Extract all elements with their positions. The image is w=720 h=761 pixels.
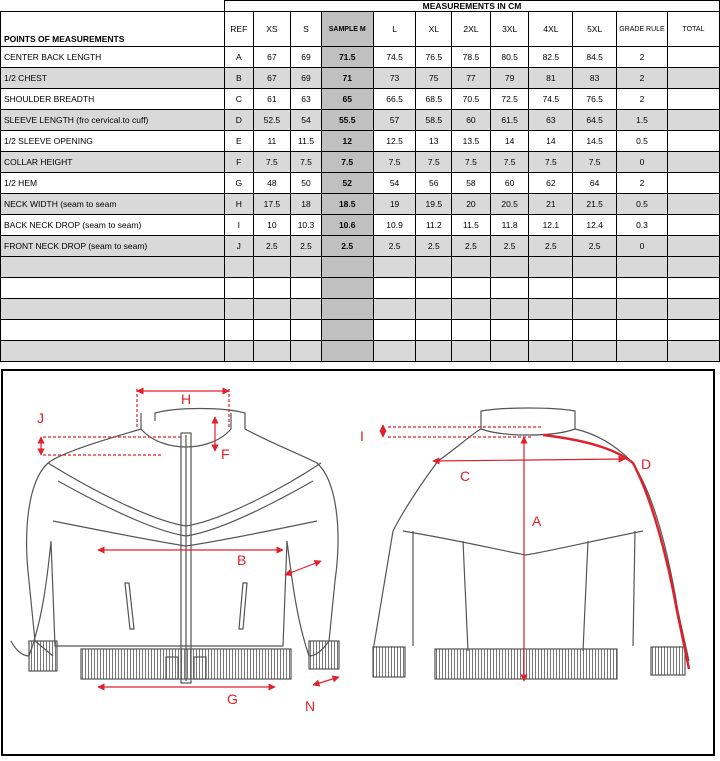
cell-ref: H [225, 194, 254, 215]
empty-row [1, 341, 720, 362]
cell-xs: 17.5 [253, 194, 291, 215]
col-ref: REF [225, 12, 254, 47]
cell-l: 12.5 [373, 131, 416, 152]
label-c: C [460, 468, 471, 484]
cell-s: 18 [291, 194, 322, 215]
empty-cell [573, 341, 617, 362]
empty-cell [1, 278, 225, 299]
col-total: TOTAL [667, 12, 719, 47]
cell-x5l: 64 [573, 173, 617, 194]
pom-cell: 1/2 SLEEVE OPENING [1, 131, 225, 152]
empty-row [1, 299, 720, 320]
cell-s: 63 [291, 89, 322, 110]
empty-cell [667, 299, 719, 320]
cell-l: 7.5 [373, 152, 416, 173]
cell-grade: 2 [617, 47, 668, 68]
empty-cell [321, 278, 373, 299]
cell-m: 12 [321, 131, 373, 152]
cell-xxxl: 7.5 [490, 152, 529, 173]
empty-cell [225, 320, 254, 341]
cell-ref: G [225, 173, 254, 194]
col-3xl: 3XL [490, 12, 529, 47]
empty-cell [416, 320, 452, 341]
empty-cell [452, 341, 491, 362]
empty-cell [667, 320, 719, 341]
cell-ref: D [225, 110, 254, 131]
cell-xl: 19.5 [416, 194, 452, 215]
cell-total [667, 68, 719, 89]
cell-xs: 11 [253, 131, 291, 152]
cell-grade: 0 [617, 236, 668, 257]
empty-cell [321, 341, 373, 362]
empty-cell [291, 341, 322, 362]
cell-xs: 52.5 [253, 110, 291, 131]
cell-l: 19 [373, 194, 416, 215]
table-row [1, 215, 720, 236]
cell-xxxl: 14 [490, 131, 529, 152]
empty-cell [1, 299, 225, 320]
label-i: I [360, 428, 364, 444]
cell-xxl: 11.5 [452, 215, 491, 236]
cell-grade: 0 [617, 152, 668, 173]
empty-cell [667, 257, 719, 278]
cell-s: 10.3 [291, 215, 322, 236]
cell-xl: 13 [416, 131, 452, 152]
cell-l: 10.9 [373, 215, 416, 236]
empty-cell [617, 278, 668, 299]
cell-total [667, 131, 719, 152]
empty-cell [452, 320, 491, 341]
table-row [1, 173, 720, 194]
label-b: B [237, 552, 247, 568]
empty-cell [225, 341, 254, 362]
cell-xxxl: 79 [490, 68, 529, 89]
cell-xs: 67 [253, 47, 291, 68]
empty-cell [291, 278, 322, 299]
cell-xl: 11.2 [416, 215, 452, 236]
empty-cell [490, 299, 529, 320]
cell-xxl: 78.5 [452, 47, 491, 68]
front-measurements [41, 389, 339, 687]
measurements-title: MEASUREMENTS IN CM [225, 1, 720, 12]
cell-s: 69 [291, 47, 322, 68]
empty-cell [373, 320, 416, 341]
cell-x4l: 82.5 [529, 47, 573, 68]
col-xs: XS [253, 12, 291, 47]
cell-l: 54 [373, 173, 416, 194]
jacket-back-view [373, 408, 689, 679]
cell-xl: 56 [416, 173, 452, 194]
jacket-technical-sketch [3, 371, 713, 754]
garment-sketch-frame [1, 369, 715, 756]
table-row [1, 236, 720, 257]
empty-cell [490, 320, 529, 341]
empty-cell [291, 320, 322, 341]
cell-xxxl: 2.5 [490, 236, 529, 257]
cell-x5l: 64.5 [573, 110, 617, 131]
empty-cell [225, 278, 254, 299]
empty-cell [253, 341, 291, 362]
cell-l: 2.5 [373, 236, 416, 257]
cell-xl: 58.5 [416, 110, 452, 131]
cell-total [667, 194, 719, 215]
empty-cell [573, 257, 617, 278]
cell-l: 57 [373, 110, 416, 131]
empty-cell [490, 257, 529, 278]
pom-cell: BACK NECK DROP (seam to seam) [1, 215, 225, 236]
cell-x4l: 63 [529, 110, 573, 131]
cell-x4l: 21 [529, 194, 573, 215]
cell-x5l: 76.5 [573, 89, 617, 110]
cell-ref: J [225, 236, 254, 257]
cell-ref: E [225, 131, 254, 152]
label-h: H [181, 391, 192, 407]
empty-cell [1, 257, 225, 278]
empty-cell [452, 278, 491, 299]
empty-cell [416, 257, 452, 278]
empty-cell [253, 257, 291, 278]
cell-s: 54 [291, 110, 322, 131]
empty-cell [617, 257, 668, 278]
column-header-row [1, 12, 720, 47]
empty-cell [573, 299, 617, 320]
pom-cell: SLEEVE LENGTH (fro cervical.to cuff) [1, 110, 225, 131]
cell-ref: I [225, 215, 254, 236]
empty-cell [373, 278, 416, 299]
cell-ref: F [225, 152, 254, 173]
cell-grade: 2 [617, 89, 668, 110]
table-row [1, 110, 720, 131]
empty-cell [373, 257, 416, 278]
cell-m: 71.5 [321, 47, 373, 68]
empty-cell [373, 299, 416, 320]
table-row [1, 68, 720, 89]
empty-cell [291, 257, 322, 278]
empty-cell [321, 257, 373, 278]
empty-cell [253, 278, 291, 299]
cell-x4l: 81 [529, 68, 573, 89]
label-f: F [221, 446, 230, 462]
cell-s: 2.5 [291, 236, 322, 257]
label-n: N [305, 698, 316, 714]
cell-x4l: 74.5 [529, 89, 573, 110]
cell-m: 55.5 [321, 110, 373, 131]
cell-xxl: 20 [452, 194, 491, 215]
col-s: S [291, 12, 322, 47]
cell-total [667, 236, 719, 257]
cell-x5l: 7.5 [573, 152, 617, 173]
cell-m: 65 [321, 89, 373, 110]
label-a: A [532, 513, 542, 529]
empty-cell [490, 341, 529, 362]
pom-cell: 1/2 HEM [1, 173, 225, 194]
cell-xs: 2.5 [253, 236, 291, 257]
empty-cell [321, 320, 373, 341]
empty-cell [225, 299, 254, 320]
cell-x5l: 84.5 [573, 47, 617, 68]
cell-x4l: 2.5 [529, 236, 573, 257]
col-l: L [373, 12, 416, 47]
cell-x5l: 2.5 [573, 236, 617, 257]
cell-total [667, 215, 719, 236]
cell-total [667, 152, 719, 173]
empty-cell [573, 278, 617, 299]
jacket-front-view [11, 409, 339, 684]
pom-cell: SHOULDER BREADTH [1, 89, 225, 110]
cell-xxxl: 72.5 [490, 89, 529, 110]
cell-s: 7.5 [291, 152, 322, 173]
table-row [1, 89, 720, 110]
empty-cell [416, 341, 452, 362]
empty-cell [321, 299, 373, 320]
cell-x4l: 12.1 [529, 215, 573, 236]
empty-cell [490, 278, 529, 299]
pom-cell: COLLAR HEIGHT [1, 152, 225, 173]
cell-x5l: 14.5 [573, 131, 617, 152]
cell-m: 71 [321, 68, 373, 89]
empty-row [1, 257, 720, 278]
cell-ref: A [225, 47, 254, 68]
table-row [1, 152, 720, 173]
cell-m: 18.5 [321, 194, 373, 215]
cell-x5l: 21.5 [573, 194, 617, 215]
cell-grade: 0.5 [617, 194, 668, 215]
pom-cell: CENTER BACK LENGTH [1, 47, 225, 68]
cell-xxl: 77 [452, 68, 491, 89]
empty-cell [617, 320, 668, 341]
empty-cell [529, 341, 573, 362]
cell-grade: 2 [617, 173, 668, 194]
empty-row [1, 320, 720, 341]
cell-total [667, 89, 719, 110]
cell-xs: 48 [253, 173, 291, 194]
empty-cell [291, 299, 322, 320]
cell-l: 73 [373, 68, 416, 89]
cell-xxl: 58 [452, 173, 491, 194]
empty-cell [667, 341, 719, 362]
cell-m: 52 [321, 173, 373, 194]
cell-xl: 7.5 [416, 152, 452, 173]
cell-xl: 68.5 [416, 89, 452, 110]
cell-xxxl: 60 [490, 173, 529, 194]
col-grade-rule: GRADE RULE [617, 12, 668, 47]
col-sample-m: SAMPLE M [321, 12, 373, 47]
cell-xxl: 13.5 [452, 131, 491, 152]
cell-xxxl: 20.5 [490, 194, 529, 215]
empty-cell [1, 341, 225, 362]
cell-xxl: 60 [452, 110, 491, 131]
table-row [1, 47, 720, 68]
cell-grade: 1.5 [617, 110, 668, 131]
cell-ref: B [225, 68, 254, 89]
cell-grade: 0.5 [617, 131, 668, 152]
table-row [1, 194, 720, 215]
cell-grade: 0.3 [617, 215, 668, 236]
cell-xl: 2.5 [416, 236, 452, 257]
empty-cell [617, 299, 668, 320]
pom-cell: 1/2 CHEST [1, 68, 225, 89]
cell-xs: 67 [253, 68, 291, 89]
cell-xs: 7.5 [253, 152, 291, 173]
empty-cell [617, 341, 668, 362]
cell-xl: 75 [416, 68, 452, 89]
cell-xxl: 70.5 [452, 89, 491, 110]
measurement-spec-table [0, 0, 720, 362]
table-row [1, 131, 720, 152]
empty-cell [667, 278, 719, 299]
cell-xxxl: 80.5 [490, 47, 529, 68]
label-g: G [227, 691, 238, 707]
cell-grade: 2 [617, 68, 668, 89]
cell-m: 10.6 [321, 215, 373, 236]
cell-xxl: 7.5 [452, 152, 491, 173]
label-j: J [37, 410, 44, 426]
cell-xs: 10 [253, 215, 291, 236]
cell-total [667, 47, 719, 68]
cell-ref: C [225, 89, 254, 110]
cell-xxxl: 61.5 [490, 110, 529, 131]
cell-xxl: 2.5 [452, 236, 491, 257]
empty-cell [529, 299, 573, 320]
cell-x4l: 62 [529, 173, 573, 194]
empty-cell [1, 320, 225, 341]
empty-cell [416, 278, 452, 299]
empty-cell [416, 299, 452, 320]
cell-x5l: 83 [573, 68, 617, 89]
empty-cell [452, 257, 491, 278]
empty-cell [253, 320, 291, 341]
empty-cell [529, 320, 573, 341]
cell-total [667, 173, 719, 194]
cell-m: 2.5 [321, 236, 373, 257]
empty-cell [373, 341, 416, 362]
cell-s: 50 [291, 173, 322, 194]
empty-cell [253, 299, 291, 320]
empty-cell [573, 320, 617, 341]
empty-cell [452, 299, 491, 320]
cell-xxxl: 11.8 [490, 215, 529, 236]
pom-cell: FRONT NECK DROP (seam to seam) [1, 236, 225, 257]
cell-m: 7.5 [321, 152, 373, 173]
col-5xl: 5XL [573, 12, 617, 47]
cell-l: 74.5 [373, 47, 416, 68]
label-d: D [641, 456, 652, 472]
cell-s: 69 [291, 68, 322, 89]
empty-row [1, 278, 720, 299]
empty-cell [529, 278, 573, 299]
col-xl: XL [416, 12, 452, 47]
pom-header: POINTS OF MEASUREMENTS [1, 12, 225, 47]
empty-cell [225, 257, 254, 278]
cell-l: 66.5 [373, 89, 416, 110]
cell-s: 11.5 [291, 131, 322, 152]
col-4xl: 4XL [529, 12, 573, 47]
pom-cell: NECK WIDTH (seam to seam [1, 194, 225, 215]
cell-x4l: 7.5 [529, 152, 573, 173]
cell-xs: 61 [253, 89, 291, 110]
cell-total [667, 110, 719, 131]
cell-x4l: 14 [529, 131, 573, 152]
cell-x5l: 12.4 [573, 215, 617, 236]
cell-xl: 76.5 [416, 47, 452, 68]
col-2xl: 2XL [452, 12, 491, 47]
empty-cell [529, 257, 573, 278]
